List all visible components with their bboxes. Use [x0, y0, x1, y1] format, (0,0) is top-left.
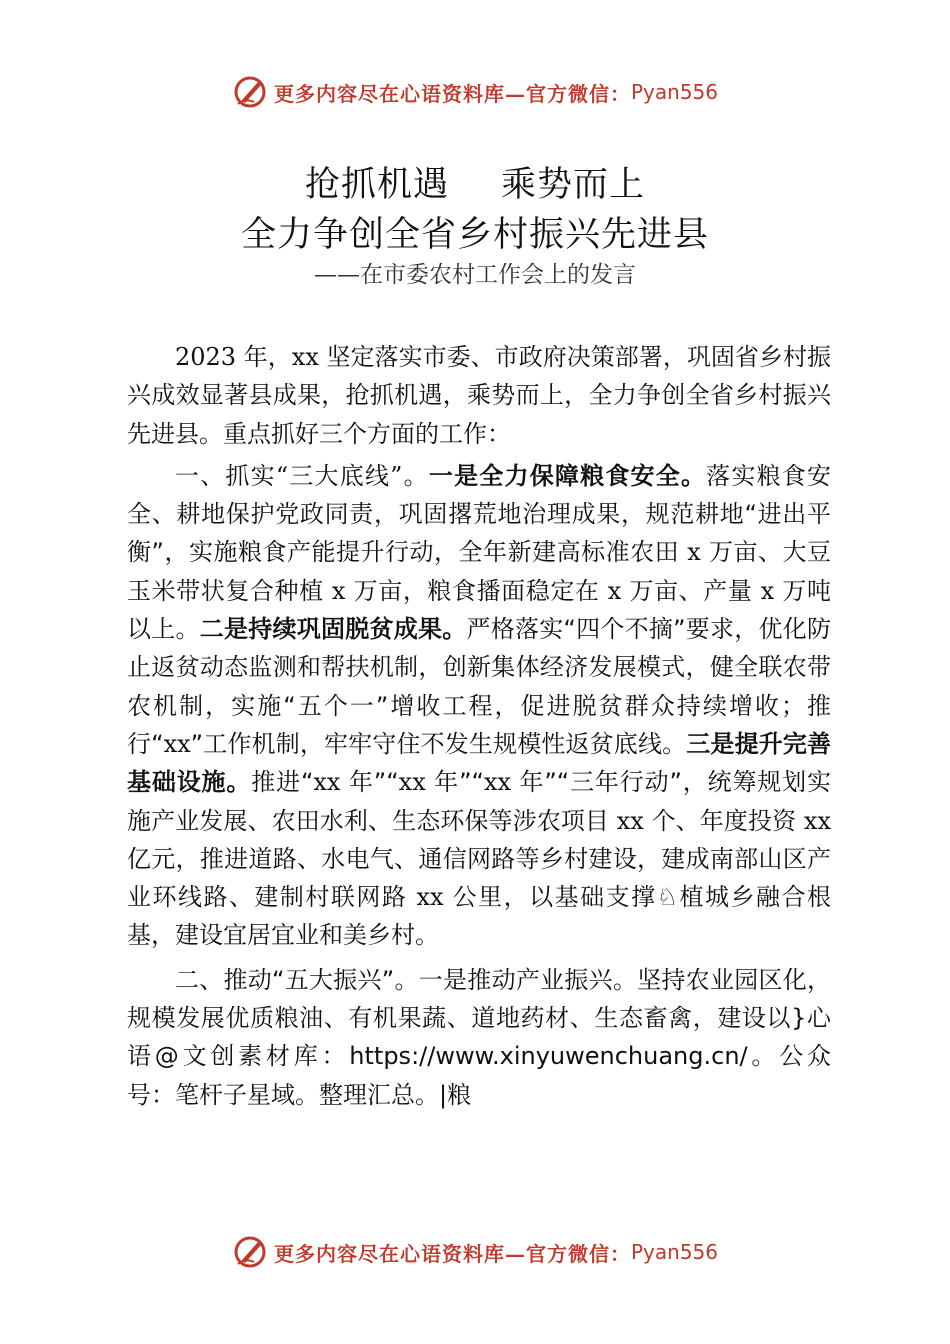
paragraph-three-bottom-lines: 一、抓实“三大底线”。一是全力保障粮食安全。落实粮食安全、耕地保护党政同责，巩固撂荒地治理成果，规范耕地“进出平衡”，实施粮食产能提升行动，全年新建高标准农田 x 万亩、大豆玉米带状复合种植 x 万亩，粮食播面稳定在 x 万亩、产量 x 万吨以上。二是持续巩固脱贫成果。严格落实“四个不摘”要求，优化防止返贫动态监测和帮扶机制，创新集体经济发展模式，健全联农带农机制，实施“五个一”增收工程，促进脱贫群众持续增收；推行“xx”工作机制，牢牢守住不发生规模性返贫底线。三是提升完善基础设施。推进“xx 年”“xx 年”“xx 年”“三年行动”，统筹规划实施产业发展、农田水利、生态环保等涉农项目 xx 个、年度投资 xx 亿元，推进道路、水电气、通信网路等乡村建设，建成南部山区产业环线路、建制村联网路 xx 公里，以基础支撑♘植城乡融合根基，建设宜居宜业和美乡村。	[127, 461, 832, 950]
paragraph-five-revitalizations: 二、推动“五大振兴”。一是推动产业振兴。坚持农业园区化， 规模发展优质粮油、有机果蔬、道地药材、生态畜禽，建设以}心语@文创素材库：https://www.xinyuwenchuang.cn/。公众号：笔杆子星域。整理汇总。|粮	[127, 965, 832, 1109]
watermark-text: 更多内容尽在心语资料库—官方微信：	[273, 81, 631, 106]
section-heading-1: 一、抓实“三大底线”。	[175, 461, 429, 490]
pen-circle-logo-icon	[232, 74, 268, 110]
speech-body	[127, 338, 831, 1114]
subtitle: ——在市委农村工作会上的发言	[314, 262, 636, 288]
watermark-account: Pyan556	[630, 1240, 718, 1264]
watermark-account: Pyan556	[630, 80, 718, 104]
title-part-2: 乘势而上	[501, 165, 646, 205]
pen-circle-logo-icon	[232, 1234, 268, 1270]
title-line-1	[0, 160, 950, 210]
watermark-header	[0, 72, 950, 112]
title-line-2: 全力争创全省乡村振兴先进县	[240, 215, 709, 255]
watermark-text: 更多内容尽在心语资料库—官方微信：	[273, 1241, 631, 1266]
watermark-footer	[0, 1232, 950, 1272]
section-heading-2: 二、推动“五大振兴”。	[175, 965, 419, 994]
paragraph-intro: 2023 年，xx 坚定落实市委、市政府决策部署，巩固省乡村振兴成效显著县成果，抢抓机遇，乘势而上，全力争创全省乡村振兴先进县。重点抓好三个方面的工作：	[127, 343, 831, 448]
title-part-1: 抢抓机遇	[304, 165, 449, 205]
title-block	[0, 160, 950, 290]
